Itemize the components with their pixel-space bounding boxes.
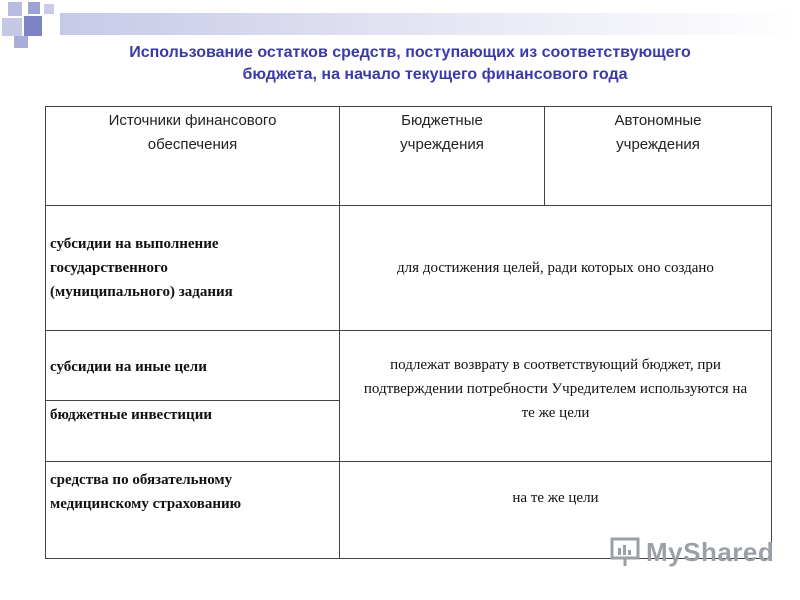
table-row — [46, 206, 772, 331]
row-use-subsidy-task-label: для достижения целей, ради которых оно создано — [397, 260, 714, 276]
slide-title-line-1: Использование остатков средств, поступающих из соответствующего — [129, 44, 691, 61]
row-use-other-label: подлежат возврату в соответствующий бюджет, при подтверждении потребности Учредителем используются на те же цели — [363, 357, 748, 421]
usage-table — [45, 106, 772, 559]
row-source-subsidy-other — [46, 331, 340, 401]
watermark-logo — [610, 534, 774, 570]
table-row — [46, 331, 772, 401]
decor-square-5 — [24, 16, 42, 36]
watermark-text: MyShared — [646, 536, 775, 567]
row-source-subsidy-other-label: субсидии на иные цели — [50, 359, 207, 375]
header-autonomous-label: Автономные учреждения — [614, 112, 702, 153]
decor-square-2 — [28, 2, 40, 14]
row-use-other — [340, 331, 772, 462]
row-use-subsidy-task — [340, 206, 772, 331]
row-source-medical — [46, 462, 340, 559]
header-budget — [340, 107, 545, 206]
slide-title — [60, 42, 760, 86]
header-sources — [46, 107, 340, 206]
table-header-row — [46, 107, 772, 206]
decor-square-6 — [14, 36, 28, 48]
decor-square-3 — [44, 4, 54, 14]
header-bar — [60, 13, 800, 35]
header-budget-label: Бюджетные учреждения — [400, 112, 484, 153]
presentation-board-icon — [610, 536, 642, 568]
row-source-investments — [46, 401, 340, 462]
slide-title-line-2: бюджета, на начало текущего финансового года — [242, 66, 628, 83]
decor-square-1 — [8, 2, 22, 16]
row-source-investments-label: бюджетные инвестиции — [50, 407, 212, 423]
header-autonomous — [545, 107, 772, 206]
row-source-subsidy-task — [46, 206, 340, 331]
header-sources-label: Источники финансового обеспечения — [108, 112, 277, 153]
row-source-medical-label: средства по обязательному медицинскому страхованию — [50, 472, 242, 512]
decor-square-4 — [2, 18, 22, 36]
row-source-subsidy-task-label: субсидии на выполнение государственного (муниципального) задания — [50, 236, 233, 300]
row-use-medical-label: на те же цели — [512, 490, 599, 506]
